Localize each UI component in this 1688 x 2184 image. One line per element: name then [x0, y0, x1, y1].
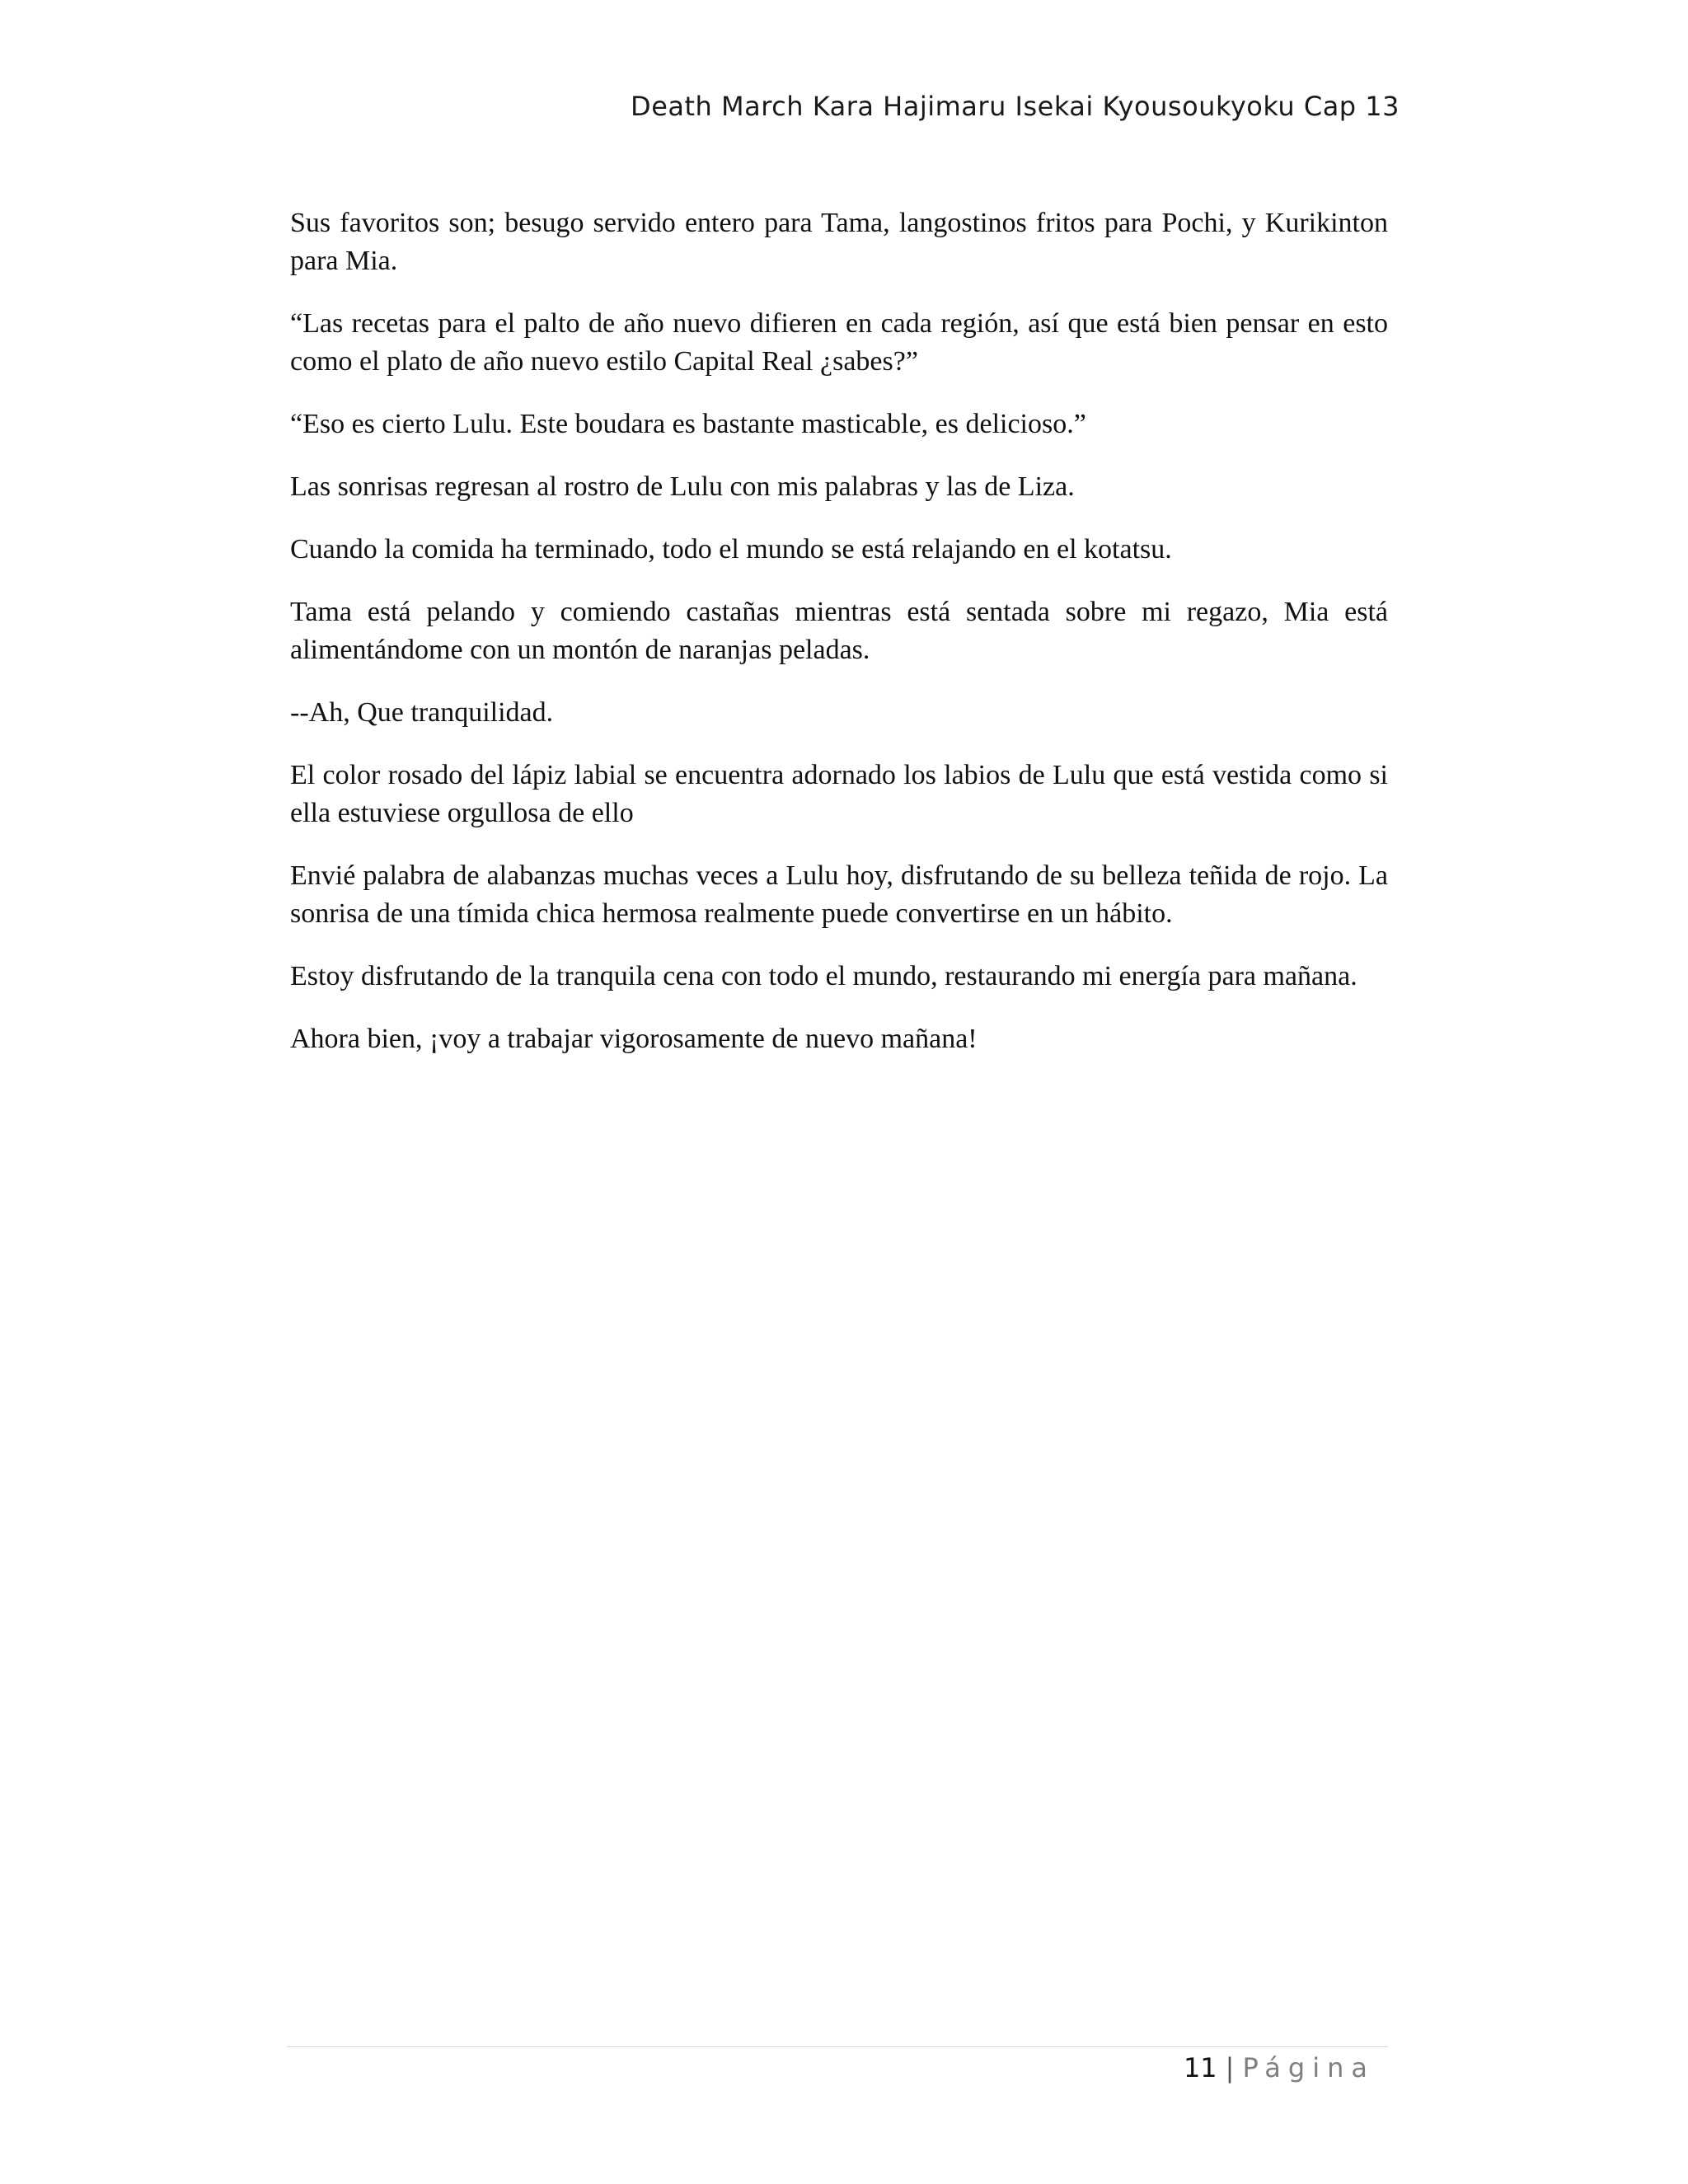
paragraph: “Las recetas para el palto de año nuevo difieren en cada región, así que está bien pensar en esto como el plato de año nuevo estilo Capital Real ¿sabes?” — [290, 308, 1388, 377]
paragraph: Envié palabra de alabanzas muchas veces a Lulu hoy, disfrutando de su belleza teñida de rojo. La sonrisa de una tímida chica hermosa realmente puede convertirse en un hábito. — [290, 860, 1388, 929]
page-footer — [1184, 2052, 1375, 2083]
paragraph: “Eso es cierto Lulu. Este boudara es bastante masticable, es delicioso.” — [290, 409, 1086, 439]
running-header: Death March Kara Hajimaru Isekai Kyousoukyoku Cap 13 — [631, 91, 1400, 122]
paragraph: El color rosado del lápiz labial se encuentra adornado los labios de Lulu que está vestida como si ella estuviese orgullosa de ello — [290, 760, 1388, 828]
body-text — [290, 204, 1388, 1083]
paragraph: Cuando la comida ha terminado, todo el mundo se está relajando en el kotatsu. — [290, 534, 1172, 565]
page-number: 11 — [1183, 2052, 1217, 2083]
paragraph: --Ah, Que tranquilidad. — [290, 697, 554, 728]
paragraph: Ahora bien, ¡voy a trabajar vigorosamente de nuevo mañana! — [290, 1024, 978, 1054]
paragraph: Tama está pelando y comiendo castañas mientras está sentada sobre mi regazo, Mia está alimentándome con un montón de naranjas peladas. — [290, 597, 1388, 665]
page-label: Página — [1242, 2052, 1375, 2083]
footer-separator: | — [1225, 2052, 1235, 2083]
paragraph: Estoy disfrutando de la tranquila cena con todo el mundo, restaurando mi energía para mañana. — [290, 961, 1357, 991]
paragraph: Sus favoritos son; besugo servido entero para Tama, langostinos fritos para Pochi, y Kurikinton para Mia. — [290, 208, 1388, 276]
footer-divider — [287, 2046, 1388, 2047]
paragraph: Las sonrisas regresan al rostro de Lulu con mis palabras y las de Liza. — [290, 471, 1075, 502]
